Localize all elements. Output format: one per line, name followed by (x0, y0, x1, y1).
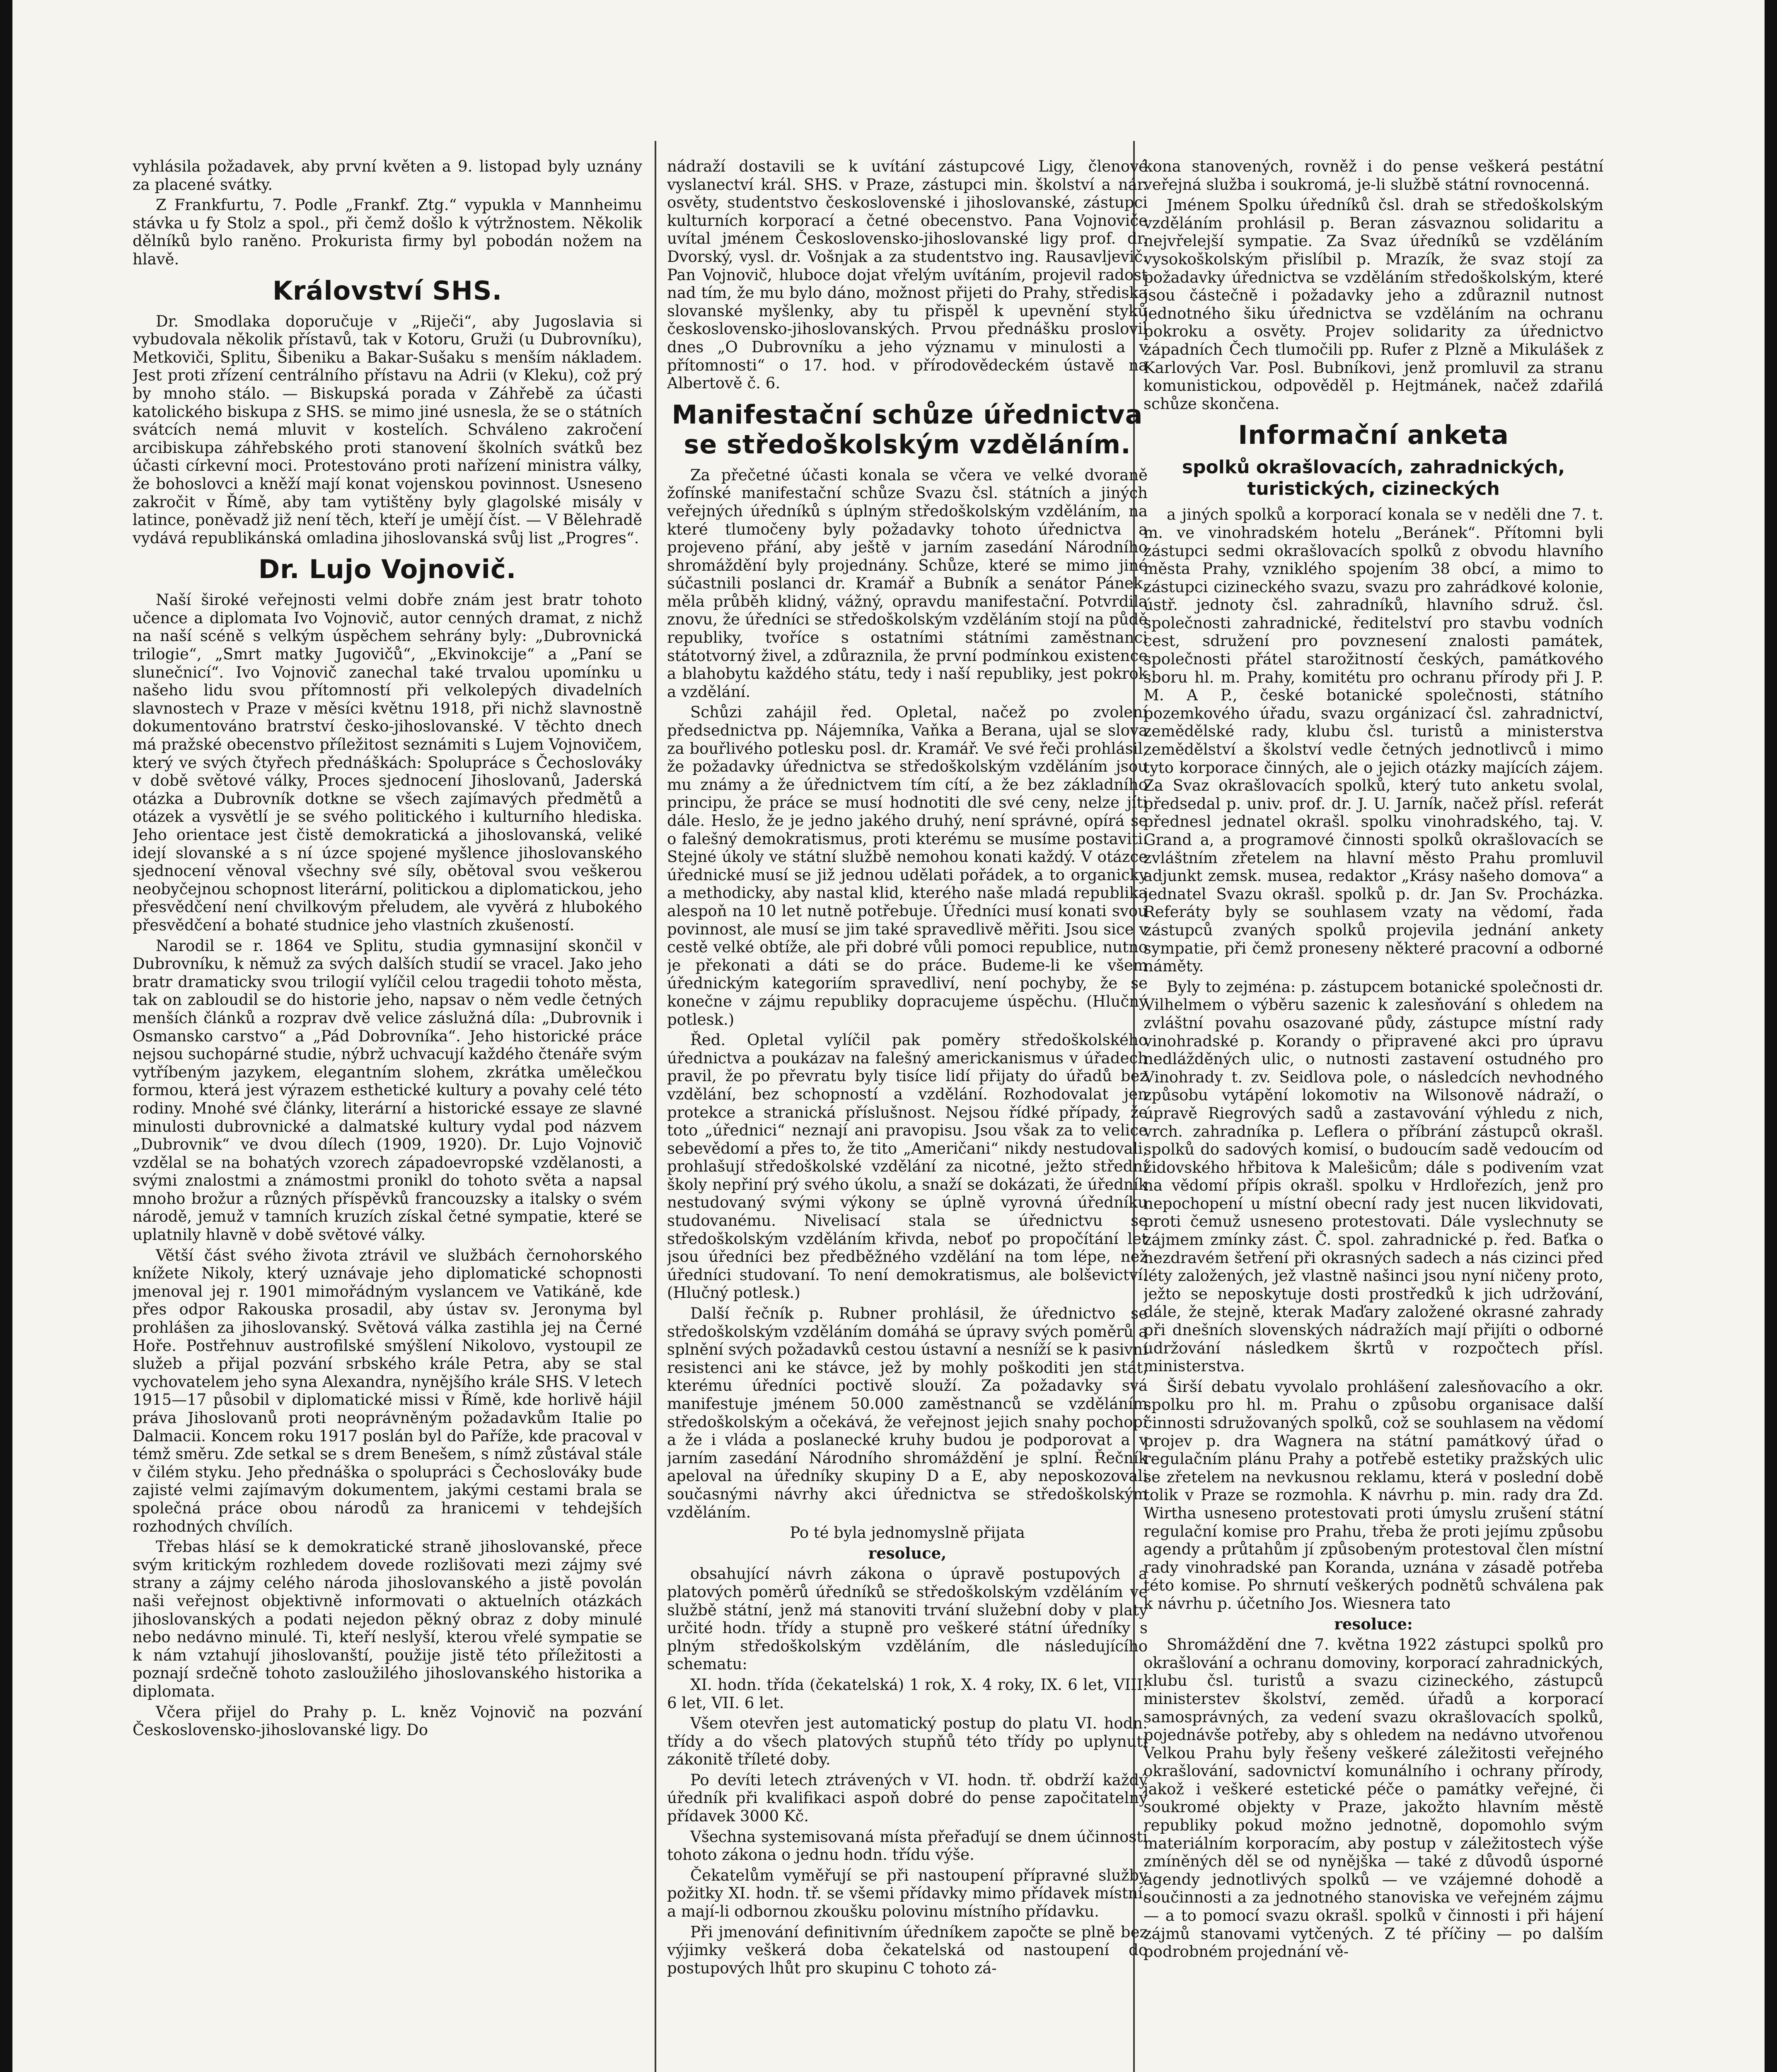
paragraph: Byly to zejména: p. zástupcem botanické společnosti dr. Vilhelmem o výběru sazenic k zalesňování s ohledem na zvláštní povahu osazované půdy, zástupce místní rady vinohradské p. Korandy o připravené akci pro úpravu nedlážděných ulic, o nutnosti zastavení ostudného pro Vinohrady t. zv. Seidlova pole, o následcích nevhodného způsobu vytápění lokomotiv na Wilsonově nádraží, o úpravě Riegrových sadů a zastavování výhledu z nich, vrch. zahradníka p. Leflera o příbrání zástupců okrašl. spolků do sadových komisí, o budoucím sadě vedoucím od židovského hřbitova k Malešicům; dále s podivením vzat na vědomí přípis okrašl. spolku v Hrdlořezích, jenž pro nepochopení u místní obecní rady jest nucen likvidovati, proti čemuž usneseno protestovati. Dále vyslechnuty se zájmem zmínky zást. Č. spol. zahradnické p. řed. Baťka o nezdravém šetření při okrasných sadech a nás cizinci před léty založených, jež vlastně našinci jsou nyní ničeny proto, ježto se neposkytuje dosti prostředků k jich udržování, dále, že stejně, kterak Maďary založené okrasné zahrady při dnešních slovenských nádražích mají přijíti o odborné udržování následkem škrtů v rozpočtech přísl. ministerstva. (1144, 978, 1603, 1375)
paragraph: Třebas hlásí se k demokratické straně jihoslovanské, přece svým kritickým rozhledem dovede rozlišovati mezi zájmy své strany a zájmy celého národa jihoslovanského a jistě povolán naši veřejnost objektivně informovati o aktuelních otázkách jihoslovanských a podati nejedon pěkný obraz z doby minulé nebo nedávno minulé. Ti, kteří neslyší, kterou vřelé sympatie se k nám vztahují jihoslovanští, použije jistě této příležitosti a poznají srdečně tohoto zasloužilého jihoslovanského historika a diplomata. (133, 1538, 642, 1700)
article-heading: Dr. Lujo Vojnovič. (258, 554, 517, 585)
section-heading: Království SHS. (272, 275, 503, 306)
paragraph: Všechna systemisovaná místa přeřaďují se dnem účinnosti tohoto zákona o jednu hodn. třídu výše. (667, 1828, 1148, 1864)
scan-left-edge (0, 0, 12, 2072)
paragraph: obsahující návrh zákona o úpravě postupových a platových poměrů úředníků se středoškolským vzděláním ve službě státní, jenž má stanoviti trvání služební doby v platy určité hodn. třídy a stupně pro veškeré státní úředníky s plným středoškolským vzděláním, dle následujícího schematu: (667, 1565, 1148, 1673)
paragraph: Všem otevřen jest automatický postup do platu VI. hodn. třídy a do všech platových stupňů této třídy po uplynutí zákonitě tříleté doby. (667, 1714, 1148, 1769)
article-heading: Informační anketa (1238, 420, 1509, 450)
scan-right-edge (1765, 0, 1777, 2072)
article-subheading: spolků okrašlovacích, zahradnických, turistických, cizineckých (1182, 457, 1565, 500)
paragraph: Z Frankfurtu, 7. Podle „Frankf. Ztg.“ vypukla v Mannheimu stávka u fy Stolz a spol., při čemž došlo k výtržnostem. Několik dělníků bylo raněno. Prokurista firmy byl pobodán nožem na hlavě. (133, 196, 642, 268)
column-rule (655, 141, 656, 2072)
column-1 (133, 157, 642, 2072)
paragraph: kona stanovených, rovněž i do pense veškerá pestátní veřejná služba i soukromá, je-li službě státní rovnocenná. (1144, 157, 1603, 194)
paragraph: Naší široké veřejnosti velmi dobře znám jest bratr tohoto učence a diplomata Ivo Vojnovič, autor cenných dramat, z nichž na naší scéně s velkým úspěchem sehrány byly: „Dubrovnická trilogie“, „Smrt matky Jugovičů“, „Ekvinokcije“ a „Paní se slunečnicí“. Ivo Vojnovič zanechal také trvalou upomínku u našeho lidu svou přítomností při velkolepých divadelních slavnostech v Praze v měsíci květnu 1918, při nichž slavnostně dokumentováno bratrství česko-jihoslovanské. V těchto dnech má pražské obecenstvo příležitost seznámiti s Lujem Vojnovičem, který ve svých čtyřech přednáškách: Spolupráce s Čechoslováky v době světové války, Proces sjednocení Jihoslovanů, Jaderská otázka a Dubrovník dotkne se všech zajímavých předmětů a otázek a vysvětlí je se svého politického i kulturního hlediska. Jeho orientace jest čistě demokratická a jihoslovanská, veliké idejí slovanské a s ní úzce spojené myšlence jihoslovanského sjednocení věnoval všechny své síly, obětoval svou veškerou neobyčejnou schopnost literární, politickou a diplomatickou, jeho přesvědčení není chvilkovým přeludem, ale vyvěrá z hlubokého přesvědčení a bohaté studnice jeho vlastních zkušeností. (133, 591, 642, 934)
paragraph: Po devíti letech ztrávených v VI. hodn. tř. obdrží každý úředník při kvalifikaci aspoň dobré do pense započitatelný přídavek 3000 Kč. (667, 1771, 1148, 1825)
paragraph: Po té byla jednomyslně přijata (790, 1524, 1025, 1542)
paragraph: XI. hodn. třída (čekatelská) 1 rok, X. 4 roky, IX. 6 let, VIII. 6 let, VII. 6 let. (667, 1675, 1148, 1712)
paragraph: Za přečetné účasti konala se včera ve velké dvoraně žofínské manifestační schůze Svazu čsl. státních a jiných veřejných úředníků s úplným středoškolským vzděláním, na které tlumočeny byly požadavky tohoto úřednictva a projeveno přání, aby ještě v jarním zasedání Národního shromáždění byly projednány. Schůze, které se mimo jiné súčastnili poslanci dr. Kramář a Bubník a senátor Pánek, měla průběh klidný, vážný, opravdu manifestační. Potvrdila znovu, že úředníci se středoškolským vzděláním stojí na půdě republiky, tvoříce s ostatními státními zaměstnanci státotvorný živel, a zdůraznila, že první podmínkou existence a blahobytu každého státu, tedy i naší republiky, jest pokrok a vzdělání. (667, 466, 1148, 701)
paragraph: Řed. Opletal vylíčil pak poměry středoškolského úřednictva a poukázav na falešný americkanismus v úřadech pravil, že po převratu byly tisíce lidí přijaty do úřadů bez vzdělání, bez schopností a vzdělání. Rozhodovalat jen protekce a stranická příslušnost. Nejsou řídké případy, že toto „úřednici“ neznají ani pravopisu. Jsou však za to velice sebevědomí a přes to, že tito „Američani“ nikdy nestudovali, prohlašují středoškolské vzdělání za nicotné, ježto střední školy nepřiní prý svého úkolu, a snaží se dokázati, že úředník nestudovaný svými výkony se úplně vyrovná úředníku studovanému. Nivelisací stala se úřednictvu se středoškolským vzděláním křivda, neboť po propočítání let jsou úředníci bez předběžného vzdělání na tom lépe, než úředníci studovaní. To není demokratismus, ale bolševictví. (Hlučný potlesk.) (667, 1031, 1148, 1302)
paragraph: Dr. Smodlaka doporučuje v „Riječi“, aby Jugoslavia si vybudovala několik přístavů, tak v Kotoru, Gruži (u Dubrovníku), Metkoviči, Splitu, Šibeniku a Bakar-Sušaku s menším nákladem. Jest proti zřízení centrálního přístavu na Adrii (v Kleku), což prý by mnoho stálo. — Biskupská porada v Záhřebě za účasti katolického biskupa z SHS. se mimo jiné usnesla, že se o státních svátcích nemá mluvit v kostelích. Schváleno zakročení arcibiskupa záhřebského proti stanovení školních svátků bez účasti církevní moci. Protestováno proti nařízení ministra války, že bohoslovci a kněží mají konat vojenskou povinnost. Usneseno zakročit v Římě, aby tam vytištěny byly glagolské misály v latince, poněvadž již není těch, kteří je umějí číst. — V Bělehradě vydává republikánská omladina jihoslovanská svůj list „Progres“. (133, 312, 642, 547)
paragraph: Širší debatu vyvolalo prohlášení zalesňovacího a okr. spolku pro hl. m. Prahu o způsobu organisace další činnosti sdružovaných spolků, což se souhlasem na vědomí projev p. dra Wagnera na státní památkový úřad o regulačním plánu Prahy a potřebě estetiky pražských ulic se zřetelem na nevkusnou reklamu, která v poslední době tolik v Praze se rozmohla. K návrhu p. min. rady dra Zd. Wirtha usneseno protestovati proti úmyslu zrušení státní regulační komise pro Prahu, třeba že proti jejímu způsobu agendy a průtahům jí způsobeným protestoval člen místní rady vinohradské pan Koranda, uznána v zásadě potřeba této komise. Po shrnutí veškerých podnětů schválena pak k návrhu p. účetního Jos. Wiesnera tato (1144, 1377, 1603, 1612)
paragraph: Čekatelům vyměřují se při nastoupení přípravné služby požitky XI. hodn. tř. se všemi přídavky mimo přídavek místní, a mají-li odbornou zkoušku polovinu místního přídavku. (667, 1866, 1148, 1921)
paragraph: Jménem Spolku úředníků čsl. drah se středoškolským vzděláním prohlásil p. Beran zásvaznou solidaritu a nejvřelejší sympatie. Za Svaz úředníků se vzděláním vysokoškolským přislíbil p. Mrazík, že svaz stojí za požadavky úřednictva se vzděláním středoškolským, které jsou částečně i požadavky jeho a zdůraznil nutnost jednotného šiku úřednictva se vzděláním na ochranu pokroku a osvěty. Projev solidarity za úřednictvo západních Čech tlumočili pp. Rufer z Plzně a Mikulášek z Karlových Var. Posl. Bubníkovi, jenž promluvil za stranu komunistickou, odpověděl p. Hejtmánek, načež zdařilá schůze skončena. (1144, 196, 1603, 413)
paragraph: a jiných spolků a korporací konala se v neděli dne 7. t. m. ve vinohradském hotelu „Beránek“. Přítomni byli zástupci sedmi okrašlovacích spolků z obvodu hlavního města Prahy, vzniklého spojením 38 obcí, a mimo to zástupci cizineckého svazu, svazu pro zahrádkové kolonie, ústř. jednoty čsl. zahradníků, hlavního sdruž. čsl. společnosti zahradnické, ředitelství pro stavbu vodních cest, sdružení pro povznesení znalosti památek, společnosti přátel starožitností českých, památkového sboru hl. m. Prahy, komitétu pro ochranu přírody při J. P. M. A P., české botanické společnosti, státního pozemkového úřadu, svazu orgánizací čsl. zahradnictví, zemědělské rady, klubu čsl. turistů a ministerstva zemědělství a školství vedle četných jednotlivců i mimo tyto korporace činných, ale o jejich otázky majících zájem. Za Svaz okrašlovacích spolků, který tuto anketu svolal, předsedal p. univ. prof. dr. J. U. Jarník, načež přísl. referát přednesl jednatel okrašl. spolku vinohradského, taj. V. Grand a, a programové činnosti spolků okrašlovacích se zvláštním zřetelem na hlavní město Prahu promluvil adjunkt zemsk. musea, redaktor „Krásy našeho domova“ a jednatel Svazu okrašl. spolků p. dr. Jan Sv. Procházka. Referáty byly se souhlasem vzaty na vědomí, řada zástupců zvaných spolků projevila jednání ankety sympatie, při čemž proneseny některé pracovní a odborné náměty. (1144, 506, 1603, 975)
paragraph: Další řečník p. Rubner prohlásil, že úřednictvo se středoškolským vzděláním domáhá se úpravy svých poměrů a splnění svých požadavků cestou ústavní a nesníží se k pasivní resistenci ani ke stávce, jež by mohly poškoditi jen stát, kterému úředníci poctivě slouží. Za požadavky svá manifestuje jménem 50.000 zaměstnanců se vzděláním středoškolským a očekává, že veřejnost jejich snahy pochopí a že i vláda a poslanecké kruhy budou je podporovat a v jarním zasedání Národního shromáždění je splní. Řečník apeloval na úředníky skupiny D a E, aby neposkozovali současnými návrhy akci úřednictva se středoškolským vzděláním. (667, 1305, 1148, 1521)
article-heading: Manifestační schůze úřednictva se středoškolským vzděláním. (672, 399, 1143, 460)
paragraph: vyhlásila požadavek, aby první květen a 9. listopad byly uznány za placené svátky. (133, 157, 642, 194)
paragraph: Schůzi zahájil řed. Opletal, načež po zvolení předsednictva pp. Nájemníka, Vaňka a Berana, ujal se slova za bouřlivého potlesku posl. dr. Kramář. Ve své řeči prohlásil, že požadavky úřednictva se středoškolským vzděláním jsou mu známy a že úřednictvem tím cítí, a že bez základního principu, že práce se musí hodnotiti dle své ceny, nelze jíti dále. Heslo, že je jedno jakého druhý, není správné, opírá se o falešný demokratismus, proti kterému se musíme postaviti. Stejné úkoly ve státní službě nemohou konati každý. V otázce úřednické musí se již jednou udělati pořádek, a to organicky a methodicky, aby nastal klid, kterého naše mladá republika alespoň na 10 let nutně potřebuje. Úředníci musí konati svou povinnost, ale musí se jim také spravedlivě měřiti. Jsou sice v cestě velké obtíže, ale při dobré vůli pomoci republice, nutno je překonati a dáti se do práce. Budeme-li ke všem úřednickým kategoriím spravedliví, není pochyby, že se konečne v zájmu republiky dopracujeme úspěchu. (Hlučný potlesk.) (667, 703, 1148, 1029)
paragraph: nádraží dostavili se k uvítání zástupcové Ligy, členové vyslanectví král. SHS. v Praze, zástupci min. školství a nár. osvěty, studentstvo československé i jihoslovanské, zástupci kulturních korporací a četné obecenstvo. Pana Vojnoviče uvítal jménem Československo-jihoslovanské ligy prof. dr. Dvorský, vysl. dr. Vošnjak a za studentstvo ing. Rausavljevič. Pan Vojnovič, hluboce dojat vřelým uvítáním, projevil radost nad tím, že mu bylo dáno, možnost přijeti do Prahy, střediska slovanské myšlenky, aby tu přispěl k upevnění styků československo-jihoslovanských. Prvou přednášku proslovil dnes „O Dubrovníku a jeho významu v minulosti a v přítomnosti“ o 17. hod. v přírodovědeckém ústavě na Albertově č. 6. (667, 157, 1148, 392)
resolution-label: resoluce: (1334, 1615, 1413, 1633)
paragraph: Narodil se r. 1864 ve Splitu, studia gymnasijní skončil v Dubrovníku, k němuž za svých dalších studií se vracel. Jako jeho bratr dramaticky svou trilogií vylíčil celou tragedii tohoto města, tak on zabloudil se do historie jeho, napsav o něm vedle četných menších článků a rozprav dvě velice záslužná díla: „Dubrovnik i Osmansko carstvo“ a „Pád Dobrovníka“. Jeho historické práce nejsou suchopárné studie, nýbrž uchvacují každého čtenáře svým vytříbeným jazykem, elegantním slohem, zkrátka umělečkou formou, která jest výrazem esthetické kultury a povahy celé této rodiny. Mnohé své články, literární a historické essaye ze slavné minulosti dubrovnické a dalmatské kultury vydal pod názvem „Dubrovnik“ ve dvou dílech (1909, 1920). Dr. Lujo Vojnovič vzdělal se na bohatých vzorech západoevropské vzdělanosti, a svými znalostmi a známostmi pronikl do tohoto světa a napsal mnoho brožur a různých příspěvků francouzsky a italsky o svém národě, jemuž v tamních kruzích získal četné sympatie, které se uplatnily hlavně v době světové války. (133, 937, 642, 1244)
column-3 (1144, 157, 1603, 2072)
paragraph: Shromáždění dne 7. května 1922 zástupci spolků pro okrašlování a ochranu domoviny, korporací zahradnických, klubu čsl. turistů a svazu cizineckého, zástupců ministerstev školství, zeměd. úřadů a korporací samosprávných, za vedení svazu okrašlovacích spolků, pojednávše potřeby, aby s ohledem na nedávno utvořenou Velkou Prahu byly řešeny veškeré záležitosti veřejného okrašlování, sadovnictví komunálního i ochrany přírody, jakož i veškeré estetické péče o památky veřejné, či soukromé objekty v Praze, jakožto hlavním městě republiky pokud možno jednotně, dopomohlo svým materiálním korporacím, aby postup v záležitostech výše zmíněných děl se od nynějška — také z důvodů úsporné agendy jednotlivých spolků — ve vzájemné dohodě a součinnosti a za jednotného stanoviska ve veřejném zájmu — a to pomocí svazu okrašl. spolků v činnosti i při hájení zájmů stanovami vytčených. Z té příčiny — po dalším podrobném projednání vě- (1144, 1636, 1603, 1961)
paragraph: Včera přijel do Prahy p. L. kněz Vojnovič na pozvání Československo-jihoslovanské ligy. Do (133, 1703, 642, 1739)
paragraph: Větší část svého života ztrávil ve službách černohorského knížete Nikoly, který uznávaje jeho diplomatické schopnosti jmenoval jej r. 1901 mimořádným vyslancem ve Vatikáně, kde přes odpor Rakouska prosadil, aby ústav sv. Jeronyma byl prohlášen za jihoslovanský. Světová válka zastihla jej na Černé Hoře. Postřehnuv austrofilské smýšlení Nikolovo, vystoupil ze služeb a přijal pozvání srbského krále Petra, aby se stal vychovatelem jeho syna Alexandra, nynějšího krále SHS. V letech 1915—17 působil v diplomatické missi v Římě, kde horlivě hájil práva Jihoslovanů proti neoprávněným požadavkům Italie po Dalmacii. Koncem roku 1917 poslán byl do Paříže, kde pracoval v témž směru. Zde setkal se s drem Benešem, s nímž zůstával stále v čilém styku. Jeho přednáška o spolupráci s Čechoslováky bude zajisté velmi zajímavým dokumentem, jakými cestami brala se společná práce obou národů za hranicemi v tehdejších rozhodných chvílích. (133, 1246, 642, 1535)
column-2 (667, 157, 1148, 2072)
paragraph: Při jmenování definitivním úředníkem započte se plně bez výjimky veškerá doba čekatelská od nastoupení do postupových lhůt pro skupinu C tohoto zá- (667, 1923, 1148, 1977)
resolution-label: resoluce, (868, 1544, 947, 1562)
